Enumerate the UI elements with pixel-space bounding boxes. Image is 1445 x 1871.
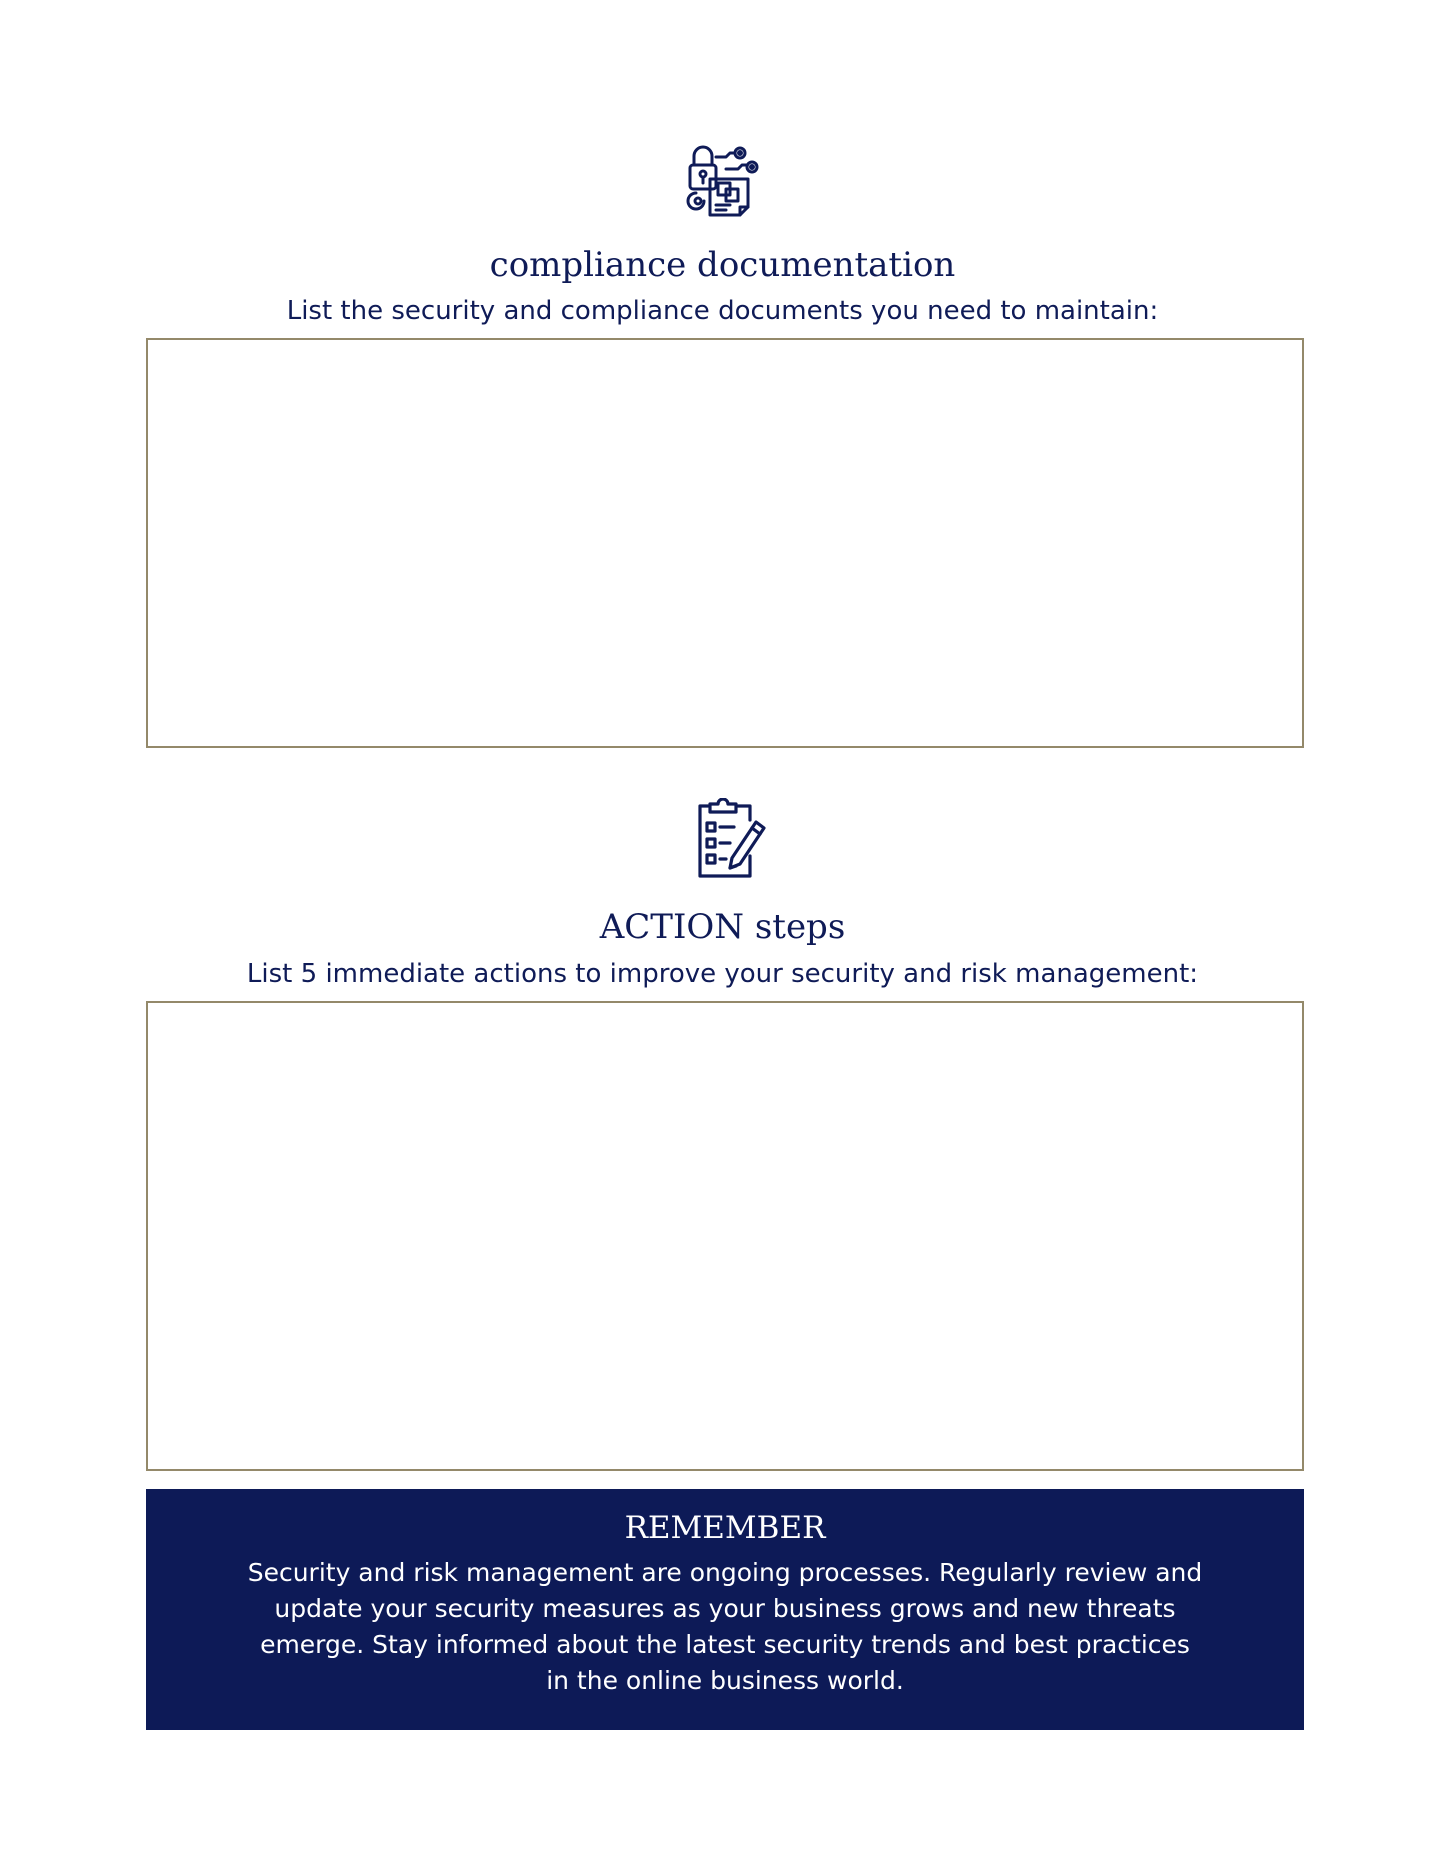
checklist-clipboard-icon [694,798,766,878]
section-prompt-action-steps: List 5 immediate actions to improve your security and risk management: [246,959,1199,989]
security-documents-icon [686,143,762,217]
remember-panel [146,1489,1304,1730]
section-prompt-compliance: List the security and compliance documents you need to maintain: [286,296,1159,326]
section-title-compliance: compliance documentation [489,245,956,285]
action-steps-writing-area[interactable] [146,1001,1304,1471]
section-title-action-steps: ACTION steps [599,907,846,947]
remember-text: Security and risk management are ongoing processes. Regularly review and update your security measures as your business grows and new threats emerge. Stay informed about the latest security trends and best practices in the online business world. [247,1558,1203,1695]
remember-title: REMEMBER [624,1510,826,1546]
compliance-writing-area[interactable] [146,338,1304,748]
